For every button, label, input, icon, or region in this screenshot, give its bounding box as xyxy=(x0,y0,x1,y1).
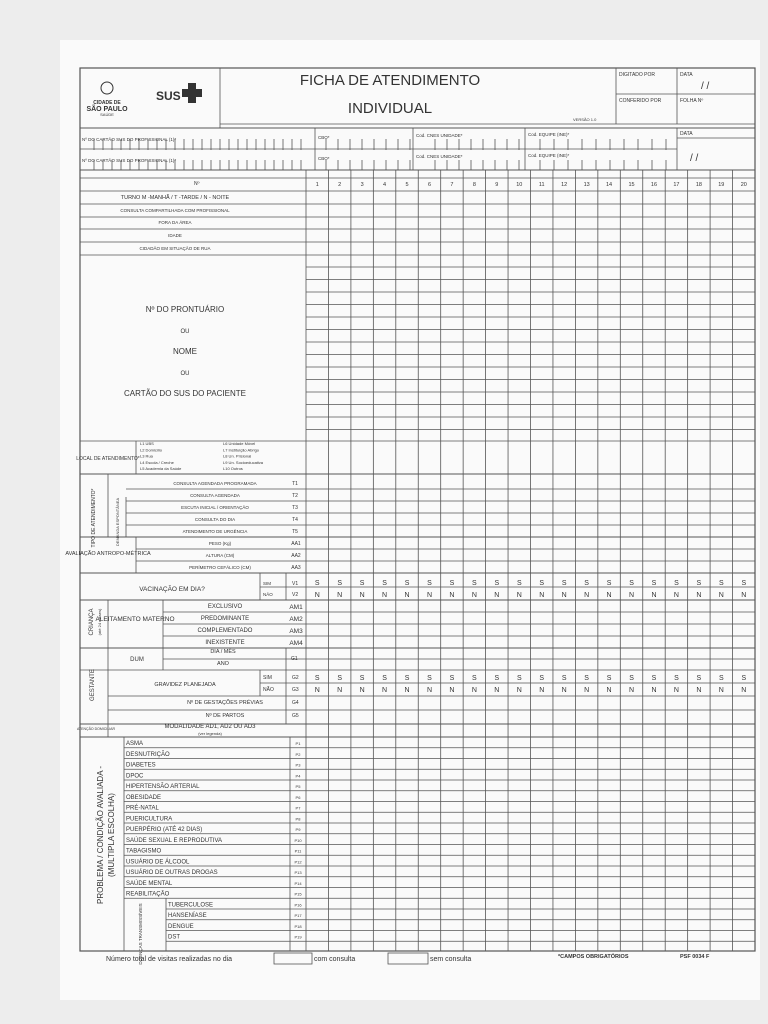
prof2-ine-label: Cod. EQUIPE (INE)* xyxy=(528,153,570,158)
form-sheet xyxy=(60,40,760,1000)
crianca-section xyxy=(89,604,303,647)
prof2-cnes-label: Cod. CNES UNIDADE* xyxy=(416,154,463,159)
gravidez-sim-option: S xyxy=(539,675,545,682)
professional-section xyxy=(82,131,699,164)
local-option: L3 Rua xyxy=(140,453,153,459)
fora-area-label: FORA DA ÁREA xyxy=(158,220,192,225)
vacinacao-sim-option: S xyxy=(651,580,657,587)
sus-logo xyxy=(156,83,202,103)
idade-label: IDADE xyxy=(168,233,182,238)
problema-row-code: P8 xyxy=(295,816,301,822)
antropo-row-code: AA1 xyxy=(291,541,301,547)
column-number: 15 xyxy=(628,182,635,188)
problema-row-code: P16 xyxy=(294,902,302,908)
vacinacao-sim-option: S xyxy=(741,580,747,587)
vacinacao-sim-option: S xyxy=(539,580,545,587)
vacinacao-nao-option: N xyxy=(404,592,410,599)
vacinacao-sim-option: S xyxy=(561,580,567,587)
aleitamento-row-code: AM4 xyxy=(289,640,303,647)
gravidez-nao-label: NÃO xyxy=(263,687,274,693)
vacinacao-nao-option: N xyxy=(628,592,635,599)
sus-logo-text: SUS xyxy=(156,89,181,103)
vacinacao-nao-option: N xyxy=(539,592,545,599)
vacinacao-sim-option: S xyxy=(359,580,365,587)
gravidez-sim-label: SIM xyxy=(263,675,272,681)
vacinacao-nao-option: N xyxy=(561,592,567,599)
gravidez-nao-option: N xyxy=(404,687,410,694)
column-number: 1 xyxy=(315,182,319,188)
gravidez-nao-option: N xyxy=(382,687,388,694)
folha-label: FOLHA Nº xyxy=(680,98,704,104)
vacinacao-nao-option: N xyxy=(426,592,433,599)
crianca-label: CRIANÇA xyxy=(89,608,95,636)
local-option: L7 Instituição Abrigo xyxy=(223,447,260,453)
problema-row-label: REABILITAÇÃO xyxy=(126,891,170,898)
column-number: 2 xyxy=(338,182,342,188)
problema-row-label: PUERICULTURA xyxy=(126,816,173,823)
problema-row-code: P13 xyxy=(294,870,302,875)
local-option: L4 Escola / Creche xyxy=(140,459,174,465)
column-number: 20 xyxy=(740,182,747,188)
vacinacao-sim-option: S xyxy=(427,580,432,587)
gravidez-sim-option: S xyxy=(674,675,679,682)
column-number: 13 xyxy=(583,182,590,188)
vacinacao-section xyxy=(139,580,746,599)
problema-row-code: P19 xyxy=(294,934,302,940)
dia-mes-label: DIA / MÊS xyxy=(210,649,236,655)
consulta-compartilhada-label: CONSULTA COMPARTILHADA COM PROFISSIONAL xyxy=(120,208,230,213)
vacinacao-nao-option: N xyxy=(449,592,455,599)
gravidez-nao-option: N xyxy=(628,687,635,694)
vacinacao-nao-label: NÃO xyxy=(263,592,273,597)
vacinacao-sim-option: S xyxy=(516,580,522,587)
sem-consulta-label: sem consulta xyxy=(430,956,472,963)
problema-row-code: P17 xyxy=(294,913,302,918)
problema-row-label: DENGUE xyxy=(168,923,194,930)
atencao-domiciliar-section xyxy=(77,724,256,736)
column-number: 18 xyxy=(695,182,702,188)
multipla-escolha-label: (MULTIPLA ESCOLHA) xyxy=(107,793,116,877)
cidadao-rua-label: CIDADÃO EM SITUAÇÃO DE RUA xyxy=(139,246,211,251)
gestante-code-g1: G1 xyxy=(291,656,298,662)
problema-row-label: HANSENÍASE xyxy=(168,913,207,919)
antropometria-rows xyxy=(189,541,301,571)
aleitamento-row-label: INEXISTENTE xyxy=(205,640,245,646)
vacinacao-sim-option: S xyxy=(337,580,343,587)
vacinacao-sim-option: S xyxy=(472,580,477,587)
local-option: L9 Un. Socioeducativa xyxy=(223,459,264,465)
gravidez-nao-option: N xyxy=(696,687,702,694)
gravidez-sim-option: S xyxy=(651,675,657,682)
vacinacao-nao-option: N xyxy=(673,592,679,599)
local-option: L5 Academia da Saúde xyxy=(140,466,182,472)
tipo-row-label: ESCUTA INICIAL / ORIENTAÇÃO xyxy=(181,505,249,510)
footer xyxy=(106,952,710,964)
problema-row-label: ASMA xyxy=(126,741,144,747)
tipo-row-code: T4 xyxy=(292,517,298,523)
vacinacao-sim-label: SIM xyxy=(263,581,272,586)
gravidez-sim-option: S xyxy=(584,675,589,682)
prof1-cartao-label: Nº DO CARTÃO SUS DO PROFISSIONAL (1)* xyxy=(82,137,177,142)
gravidez-sim-option: S xyxy=(629,675,634,682)
problema-row-label: USUÁRIO DE ÁLCOOL xyxy=(126,859,190,866)
gravidez-nao-option: N xyxy=(471,687,477,694)
ou-label-2: OU xyxy=(180,371,190,377)
logo-city-line1: CIDADE DE xyxy=(93,100,121,106)
total-visitas-label: Número total de visitas realizadas no dia xyxy=(106,956,233,963)
column-number: 14 xyxy=(606,182,613,188)
vacinacao-code-v1: V1 xyxy=(292,581,299,587)
gravidez-nao-option: N xyxy=(718,687,724,694)
antropo-row-label: PESO (Kg) xyxy=(208,541,232,546)
vacinacao-nao-option: N xyxy=(471,592,477,599)
vacinacao-nao-option: N xyxy=(314,592,320,599)
gravidez-nao-option: N xyxy=(449,687,455,694)
vacinacao-nao-option: N xyxy=(651,592,657,599)
dum-label: DUM xyxy=(130,657,144,663)
gravidez-nao-option: N xyxy=(584,687,590,694)
gravidez-nao-option: N xyxy=(426,687,433,694)
column-number: 17 xyxy=(673,182,680,188)
form-code-label: PSF 0034 F xyxy=(680,954,710,960)
gravidez-sim-option: S xyxy=(718,675,724,682)
vacinacao-nao-option: N xyxy=(494,592,500,599)
vacinacao-nao-option: N xyxy=(718,592,724,599)
vacinacao-label: VACINAÇÃO EM DIA? xyxy=(139,586,205,593)
patient-identification xyxy=(124,305,246,398)
vacinacao-code-v2: V2 xyxy=(292,592,299,598)
doencas-transmissiveis-label: DOENÇAS TRANSMISSÍVEIS xyxy=(138,903,143,965)
atencao-domiciliar-label: ATENÇÃO DOMICILIAR xyxy=(76,727,116,731)
ano-label: ANO xyxy=(217,661,229,667)
com-consulta-box[interactable] xyxy=(274,953,312,964)
tipo-row-label: CONSULTA DO DIA xyxy=(194,517,236,522)
gestacoes-previas-label: Nº DE GESTAÇÕES PRÉVIAS xyxy=(187,700,263,706)
problema-row-label: DST xyxy=(168,934,180,941)
problema-row-code: P6 xyxy=(295,794,301,800)
form-title-line1: FICHA DE ATENDIMENTO xyxy=(299,72,481,89)
city-crest-icon xyxy=(101,82,113,94)
aleitamento-row-code: AM3 xyxy=(289,628,303,635)
prof1-cnes-label: Cod. CNES UNIDADE* xyxy=(416,133,463,138)
cartao-sus-paciente-label: CARTÃO DO SUS DO PACIENTE xyxy=(124,389,246,398)
gravidez-nao-option: N xyxy=(741,687,747,694)
local-option: L10 Outros xyxy=(223,466,243,472)
com-consulta-label: com consulta xyxy=(314,956,356,963)
demanda-espontanea-label: DEMANDA ESPONTÂNEA xyxy=(115,497,120,547)
crianca-sublabel: (até 24 meses) xyxy=(97,608,102,636)
problema-row-code: P3 xyxy=(295,762,301,768)
form-title-line2: INDIVIDUAL xyxy=(347,100,433,117)
tipo-row-code: T1 xyxy=(292,481,298,487)
column-number: 19 xyxy=(718,182,725,188)
tipo-row-code: T2 xyxy=(292,493,298,499)
aleitamento-row-label: PREDOMINANTE xyxy=(200,616,250,622)
problema-row-label: SAÚDE MENTAL xyxy=(126,880,173,887)
problema-row-code: P1 xyxy=(295,741,301,746)
gravidez-nao-option: N xyxy=(359,687,365,694)
city-logo xyxy=(86,82,128,117)
vacinacao-sim-option: S xyxy=(314,580,320,587)
modalidade-label: MODALIDADE AD1, AD2 OU AD3 xyxy=(164,724,256,730)
local-option: L2 Domicílio xyxy=(140,447,163,453)
vacinacao-nao-option: N xyxy=(696,592,702,599)
local-option: L1 UBS xyxy=(140,441,154,446)
gestante-code-g2: G2 xyxy=(292,675,299,681)
vacinacao-nao-option: N xyxy=(359,592,365,599)
vacinacao-sim-option: S xyxy=(449,580,455,587)
gestante-code-g5: G5 xyxy=(292,713,299,719)
vacinacao-nao-option: N xyxy=(584,592,590,599)
vacinacao-nao-option: N xyxy=(606,592,612,599)
gravidez-nao-option: N xyxy=(539,687,545,694)
partos-label: Nº DE PARTOS xyxy=(205,713,245,719)
column-number: 11 xyxy=(538,182,545,188)
gravidez-sim-option: S xyxy=(337,675,343,682)
gravidez-nao-option: N xyxy=(673,687,679,694)
problema-row-code: P2 xyxy=(295,751,301,757)
local-option: L8 Un. Prisional xyxy=(223,453,252,459)
ver-legenda-label: (ver legenda) xyxy=(198,731,222,736)
logo-city-line2: SÃO PAULO xyxy=(86,106,128,113)
conferido-por-label: CONFERIDO POR xyxy=(619,98,662,104)
gravidez-sim-option: S xyxy=(516,675,522,682)
gestante-code-g4: G4 xyxy=(292,700,299,706)
column-number: 9 xyxy=(495,182,499,188)
tipo-row-label: ATENDIMENTO DE URGÊNCIA xyxy=(182,529,248,534)
problema-row-label: DPOC xyxy=(126,773,144,780)
gestante-label: GESTANTE xyxy=(90,669,96,701)
version-label: VERSÃO 1.0 xyxy=(573,117,597,122)
tipo-row-label: CONSULTA AGENDADA xyxy=(190,493,240,498)
gravidez-sim-option: S xyxy=(606,675,612,682)
gravidez-nao-option: N xyxy=(606,687,612,694)
vacinacao-sim-option: S xyxy=(674,580,679,587)
aleitamento-row-label: COMPLEMENTADO xyxy=(197,628,253,634)
local-label: LOCAL DE ATENDIMENTO* xyxy=(76,456,140,462)
turno-label: TURNO M -MANHÃ / T -TARDE / N - NOITE xyxy=(120,195,230,201)
vacinacao-sim-option: S xyxy=(696,580,702,587)
problema-row-code: P4 xyxy=(295,773,301,779)
problema-row-label: PRÉ-NATAL xyxy=(126,805,159,812)
column-number: 5 xyxy=(405,182,409,188)
vacinacao-sim-option: S xyxy=(606,580,612,587)
sem-consulta-box[interactable] xyxy=(388,953,428,964)
problema-section xyxy=(96,741,302,965)
prof2-cartao-label: Nº DO CARTÃO SUS DO PROFISSIONAL (1)* xyxy=(82,158,177,163)
problema-row-label: TABAGISMO xyxy=(126,848,162,855)
gravidez-nao-option: N xyxy=(561,687,567,694)
vacinacao-sim-option: S xyxy=(718,580,724,587)
gravidez-sim-option: S xyxy=(427,675,432,682)
vacinacao-nao-option: N xyxy=(337,592,343,599)
column-number: 6 xyxy=(427,182,432,188)
problema-row-label: USUÁRIO DE OUTRAS DROGAS xyxy=(126,870,218,876)
n-label: Nº xyxy=(194,181,200,187)
problema-row-code: P18 xyxy=(294,923,302,929)
vacinacao-nao-option: N xyxy=(516,592,522,599)
vacinacao-sim-option: S xyxy=(494,580,500,587)
gravidez-nao-option: N xyxy=(337,687,343,694)
aleitamento-row-code: AM2 xyxy=(289,616,303,623)
gravidez-planejada-label: GRAVIDEZ PLANEJADA xyxy=(154,682,216,688)
vacinacao-sim-option: S xyxy=(629,580,634,587)
vacinacao-sim-option: S xyxy=(404,580,410,587)
aleitamento-row-label: EXCLUSIVO xyxy=(207,604,243,610)
problema-label: PROBLEMA / CONDIÇÃO AVALIADA - xyxy=(96,766,105,904)
antropo-row-code: AA3 xyxy=(291,565,301,571)
prof-data-value[interactable]: / / xyxy=(690,153,699,164)
column-number: 7 xyxy=(450,182,454,188)
problema-row-label: DESNUTRIÇÃO xyxy=(126,751,170,758)
antropo-row-label: ALTURA (CM) xyxy=(205,553,235,558)
digitado-por-label: DIGITADO POR xyxy=(619,72,656,78)
column-number: 8 xyxy=(472,182,476,188)
column-number: 3 xyxy=(360,182,364,188)
prontuario-label: Nº DO PRONTUÁRIO xyxy=(145,305,225,314)
problema-row-code: P11 xyxy=(294,848,302,854)
gravidez-sim-option: S xyxy=(561,675,567,682)
column-number: 12 xyxy=(561,182,568,188)
gravidez-sim-option: S xyxy=(696,675,702,682)
column-number: 10 xyxy=(516,182,523,188)
gestante-code-g3: G3 xyxy=(292,687,299,693)
ou-label-1: OU xyxy=(180,329,190,335)
campos-obrigatorios-label: *CAMPOS OBRIGATÓRIOS xyxy=(558,954,629,960)
problema-row-label: TUBERCULOSE xyxy=(168,902,214,909)
vacinacao-nao-option: N xyxy=(741,592,747,599)
vacinacao-sim-option: S xyxy=(382,580,387,587)
vacinacao-nao-option: N xyxy=(382,592,388,599)
problema-row-code: P7 xyxy=(295,805,301,811)
column-number: 4 xyxy=(383,182,387,188)
problema-row-label: DIABETES xyxy=(126,762,156,769)
antropometria-label: AVALIAÇÃO ANTROPO-MÉTRICA xyxy=(65,551,151,557)
local-atendimento xyxy=(76,441,264,471)
aleitamento-row-code: AM1 xyxy=(289,604,303,611)
tipo-row-code: T3 xyxy=(292,505,298,511)
prof1-ine-label: Cod. EQUIPE (INE)* xyxy=(528,132,570,137)
problema-row-code: P10 xyxy=(294,837,302,843)
attendance-form xyxy=(60,40,760,1000)
header-data-label: DATA xyxy=(680,72,693,78)
gravidez-sim-option: S xyxy=(359,675,365,682)
aleitamento-label: ALEITAMENTO MATERNO xyxy=(95,616,175,623)
tipo-row-code: T5 xyxy=(292,529,298,535)
gravidez-nao-option: N xyxy=(516,687,522,694)
nome-label: NOME xyxy=(173,347,197,356)
local-option: L6 Unidade Móvel xyxy=(223,441,256,446)
problema-row-code: P14 xyxy=(294,880,302,886)
gravidez-sim-option: S xyxy=(314,675,320,682)
problema-row-code: P9 xyxy=(295,827,301,832)
tipo-atendimento-label: TIPO DE ATENDIMENTO* xyxy=(91,488,97,548)
problema-row-code: P15 xyxy=(294,891,302,897)
gravidez-nao-option: N xyxy=(494,687,500,694)
antropo-row-label: PERÍMETRO CEFÁLICO (CM) xyxy=(189,565,251,570)
column-number: 16 xyxy=(650,182,658,188)
tipo-row-label: CONSULTA AGENDADA PROGRAMADA xyxy=(173,481,257,486)
antropo-row-code: AA2 xyxy=(291,553,301,559)
column-numbers xyxy=(316,182,747,188)
header-data-value[interactable]: / / xyxy=(701,81,710,92)
problema-row-label: HIPERTENSÃO ARTERIAL xyxy=(126,784,200,790)
gravidez-sim-option: S xyxy=(741,675,747,682)
gravidez-sim-option: S xyxy=(449,675,455,682)
vacinacao-sim-option: S xyxy=(584,580,589,587)
problema-row-label: OBESIDADE xyxy=(126,794,162,801)
gravidez-nao-option: N xyxy=(314,687,320,694)
problema-row-label: PUERPÉRIO (ATÉ 42 DIAS) xyxy=(126,827,203,833)
problema-row-code: P5 xyxy=(295,784,301,789)
gravidez-sim-option: S xyxy=(472,675,477,682)
logo-city-line3: SAÚDE xyxy=(100,112,114,117)
prof-data-label: DATA xyxy=(680,131,693,137)
gravidez-nao-option: N xyxy=(651,687,657,694)
prof2-cbo-label: CBO* xyxy=(318,156,330,161)
sus-cross-icon xyxy=(182,83,202,103)
prof1-cbo-label: CBO* xyxy=(318,135,330,140)
gravidez-sim-option: S xyxy=(382,675,387,682)
gravidez-sim-option: S xyxy=(494,675,500,682)
problema-row-code: P12 xyxy=(294,859,302,865)
problema-row-label: SAÚDE SEXUAL E REPRODUTIVA xyxy=(126,837,223,844)
gravidez-sim-option: S xyxy=(404,675,410,682)
